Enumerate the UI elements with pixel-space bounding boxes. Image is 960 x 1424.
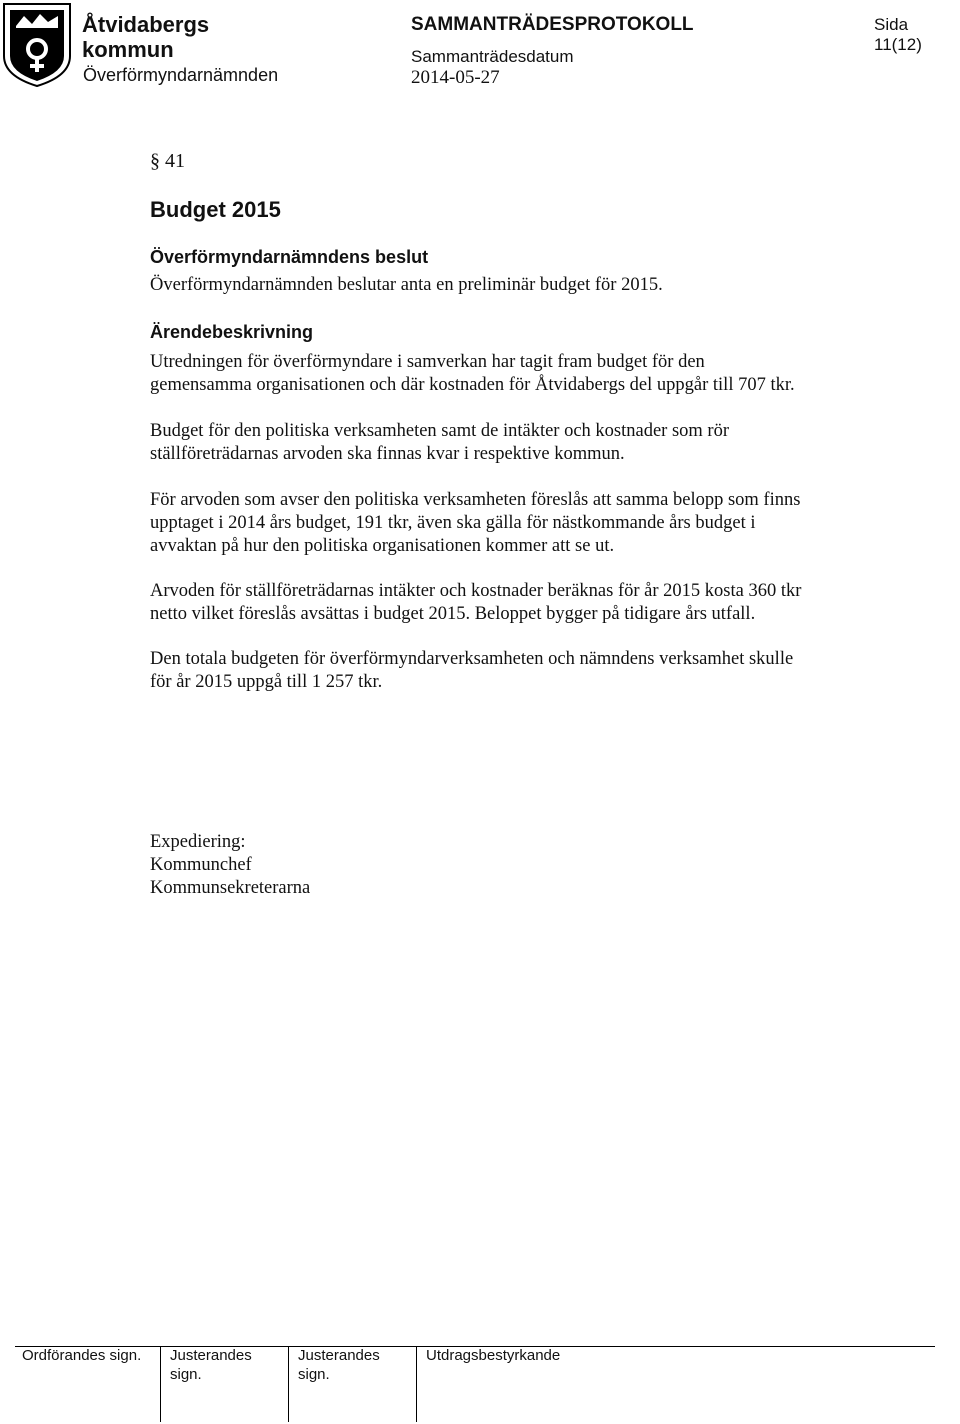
signature-label: Justerandes bbox=[298, 1347, 380, 1364]
paragraph-line: Den totala budgeten för överförmyndarverksamheten och nämndens verksamhet skulle bbox=[150, 649, 794, 669]
paragraph-5 bbox=[150, 648, 870, 694]
paragraph-line: Budget för den politiska verksamheten samt de intäkter och kostnader som rör bbox=[150, 421, 730, 441]
signature-divider bbox=[416, 1346, 417, 1422]
paragraph-line: Arvoden för ställföreträdarnas intäkter och kostnader beräknas för år 2015 kosta 360 tkr bbox=[150, 581, 802, 601]
paragraph-3 bbox=[150, 489, 870, 558]
department-name: Överförmyndarnämnden bbox=[83, 65, 279, 85]
extract-certifier-box bbox=[426, 1346, 560, 1365]
municipality-coat-of-arms-logo bbox=[2, 2, 72, 88]
paragraph-line: Utredningen för överförmyndare i samverkan har tagit fram budget för den bbox=[150, 352, 705, 372]
signature-label: sign. bbox=[298, 1366, 330, 1383]
meeting-date: 2014-05-27 bbox=[411, 67, 500, 88]
paragraph-line: För arvoden som avser den politiska verksamheten föreslås att samma belopp som finns bbox=[150, 490, 801, 510]
signature-label: Ordförandes sign. bbox=[22, 1347, 142, 1364]
decision-text-line: Överförmyndarnämnden beslutar anta en preliminär budget för 2015. bbox=[150, 275, 663, 295]
section-number: § 41 bbox=[150, 150, 185, 172]
decision-text bbox=[150, 274, 870, 297]
organization-name bbox=[82, 11, 209, 64]
dispatch-heading: Expediering: bbox=[150, 832, 246, 852]
decision-heading: Överförmyndarnämndens beslut bbox=[150, 247, 429, 267]
section-title: Budget 2015 bbox=[150, 197, 281, 222]
adjuster-signature-box-2 bbox=[298, 1346, 380, 1384]
dispatch-list bbox=[150, 831, 870, 900]
dispatch-recipient: Kommunchef bbox=[150, 855, 252, 875]
signature-label: Utdragsbestyrkande bbox=[426, 1347, 561, 1364]
page-number: Sida 11(12) bbox=[874, 15, 922, 54]
paragraph-line: netto vilket föreslås avsättas i budget 2015. Beloppet bygger på tidigare års utfall. bbox=[150, 604, 756, 624]
paragraph-line: ställföreträdarnas arvoden ska finnas kvar i respektive kommun. bbox=[150, 444, 625, 464]
signature-label: sign. bbox=[170, 1366, 202, 1383]
paragraph-2 bbox=[150, 420, 870, 466]
paragraph-line: upptaget i 2014 års budget, 191 tkr, även ska gälla för nästkommande års budget i bbox=[150, 513, 756, 533]
paragraph-4 bbox=[150, 580, 870, 626]
paragraph-line: gemensamma organisationen och där kostnaden för Åtvidabergs del uppgår till 707 tkr. bbox=[150, 375, 795, 395]
paragraph-line: avvaktan på hur den politiska organisationen kommer att se ut. bbox=[150, 536, 615, 556]
meeting-date-label: Sammanträdesdatum bbox=[411, 47, 574, 66]
paragraph-1 bbox=[150, 351, 870, 397]
document-type: SAMMANTRÄDESPROTOKOLL bbox=[411, 14, 694, 35]
dispatch-recipient: Kommunsekreterarna bbox=[150, 878, 311, 898]
chair-signature-box bbox=[22, 1346, 141, 1365]
paragraph-line: för år 2015 uppgå till 1 257 tkr. bbox=[150, 672, 383, 692]
adjuster-signature-box-1 bbox=[170, 1346, 252, 1384]
signature-divider bbox=[288, 1346, 289, 1422]
description-heading: Ärendebeskrivning bbox=[150, 322, 314, 342]
org-name-line2: kommun bbox=[82, 37, 174, 62]
signature-divider bbox=[160, 1346, 161, 1422]
org-name-line1: Åtvidabergs bbox=[82, 12, 210, 37]
signature-label: Justerandes bbox=[170, 1347, 252, 1364]
